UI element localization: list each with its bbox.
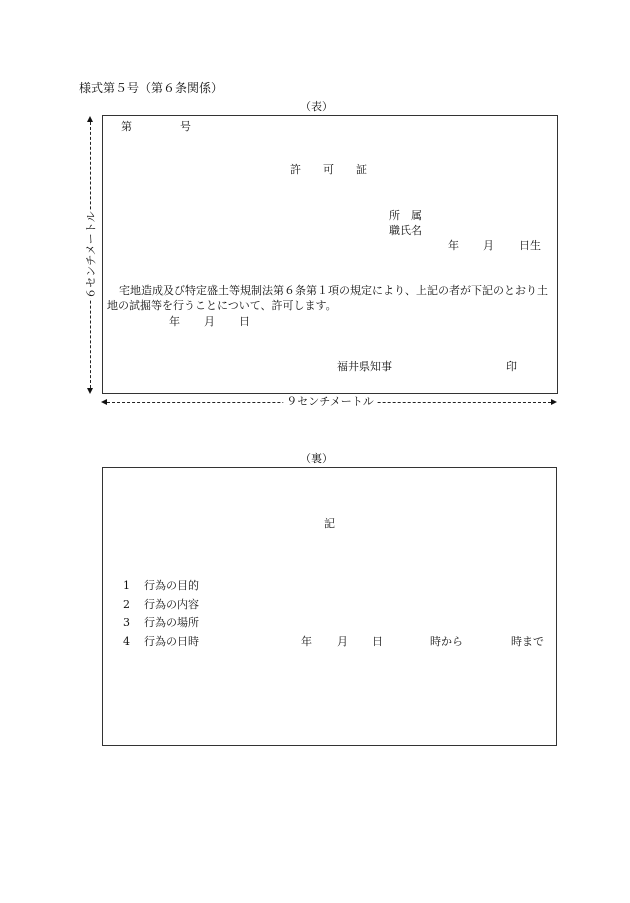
permit-number-suffix: 号: [180, 120, 191, 133]
name-label: 職氏名: [389, 224, 422, 237]
item-label-content: 行為の内容: [144, 598, 199, 611]
item-number: 2: [123, 598, 130, 611]
affiliation-label: 所 属: [389, 209, 422, 222]
issue-year: 年: [169, 315, 180, 328]
form-label: 様式第５号（第６条関係）: [79, 81, 224, 95]
back-heading: 記: [324, 517, 335, 530]
permit-number-prefix: 第: [121, 120, 132, 133]
datetime-month: 月: [337, 635, 348, 648]
birth-day: 日生: [519, 239, 541, 252]
seal-mark: 印: [506, 360, 517, 373]
front-side-label: （表）: [300, 100, 333, 113]
birth-month: 月: [483, 239, 494, 252]
birth-year: 年: [448, 239, 459, 252]
issue-day: 日: [239, 315, 250, 328]
height-dimension-label: ６センチメートル: [84, 211, 98, 299]
height-arrow-bottom: [87, 388, 93, 394]
permit-card-back: [102, 467, 557, 746]
item-label-purpose: 行為の目的: [144, 579, 199, 592]
permit-card-front: [102, 115, 558, 394]
item-label-datetime: 行為の日時: [144, 635, 199, 648]
issue-month: 月: [204, 315, 215, 328]
width-arrow-right: [551, 399, 557, 405]
item-label-place: 行為の場所: [144, 616, 199, 629]
permit-body-text: 宅地造成及び特定盛土等規制法第６条第１項の規定により、上記の者が下記のとおり土地の試掘等を行うことについて、許可します。: [107, 284, 548, 312]
datetime-from: 時から: [430, 635, 463, 648]
width-dimension-label: ９センチメートル: [283, 396, 377, 407]
permit-title: 許 可 証: [290, 163, 367, 176]
datetime-year: 年: [301, 635, 312, 648]
datetime-until: 時まで: [511, 635, 544, 648]
issuer-name: 福井県知事: [337, 360, 392, 373]
item-number: 1: [123, 579, 130, 592]
datetime-day: 日: [372, 635, 383, 648]
item-number: 4: [123, 635, 130, 648]
item-number: 3: [123, 616, 130, 629]
back-side-label: （裏）: [300, 452, 333, 465]
